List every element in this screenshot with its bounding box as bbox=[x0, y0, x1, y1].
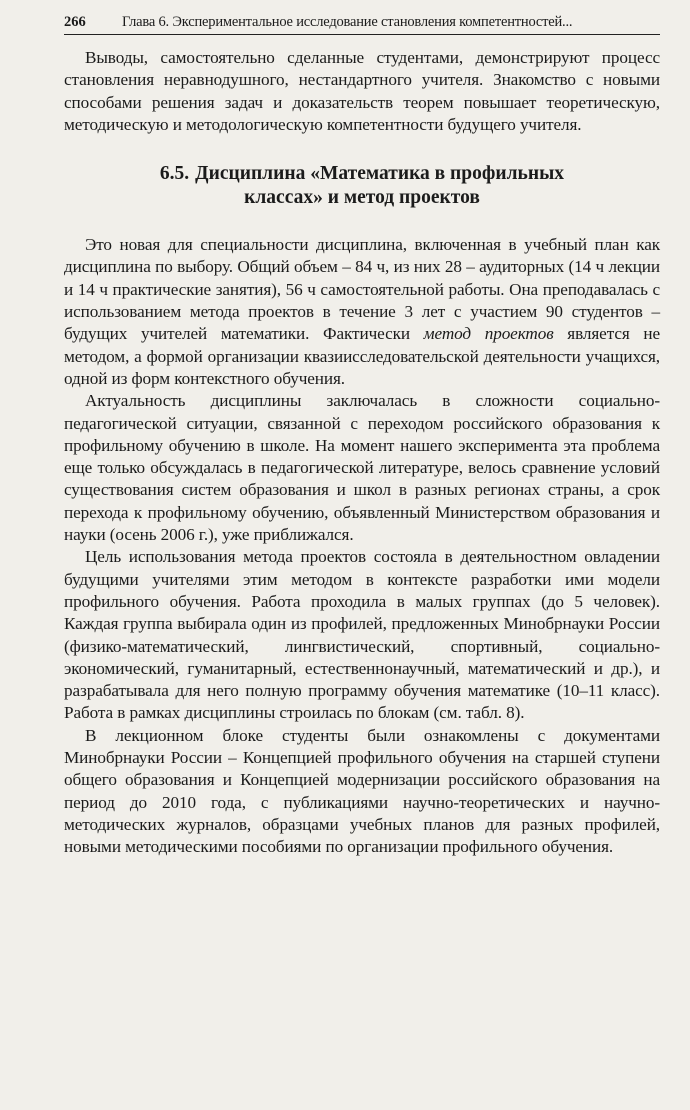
emphasis-text: метод проектов bbox=[423, 324, 554, 344]
section-number: 6.5. bbox=[159, 163, 190, 185]
paragraph-goal: Цель использования метода проектов состояла в деятельностном овладении будущими учителями этим методом в контексте разработки ими модели профильного обучения. Работа проходила в малых группах (до 5 человек). Каждая группа выбирала один из профилей, предложенных Минобрнауки России (физико-математический, лингвистический, спортивный, социально-экономический, гуманитарный, естественнонаучный, математический и др.), и разрабатывала для него полную программу обучения математике (10–11 класс). Работа в рамках дисциплины строилась по блокам (см. табл. 8). bbox=[64, 547, 660, 723]
paragraph-lecture-block: В лекционном блоке студенты были ознакомлены с документами Минобрнауки России – Концепцией профильного обучения на старшей ступени общего образования и Концепцией модернизации российского образования на период до 2010 года, с публикациями научно-теоретических и научно-методических журналов, образцами учебных планов для разных профилей, новыми методическими пособиями по организации профильного обучения. bbox=[64, 725, 660, 857]
running-title: Глава 6. Экспериментальное исследование становления компетентностей... bbox=[122, 14, 573, 30]
paragraph-relevance: Актуальность дисциплины заключалась в сложности социально-педагогической ситуации, связанной с переходом российского образования к профильному обучению в школе. На момент нашего эксперимента эта проблема еще только обсуждалась в педагогической литературе, велось сравнение условий существования систем образования и школ в разных регионах страны, а срок перехода к профильному обучению, объявленный Министерством образования и науки (осень 2006 г.), уже приближался. bbox=[64, 391, 660, 545]
intro-paragraph: Выводы, самостоятельно сделанные студентами, демонстрируют процесс становления неравнодушного, нестандартного учителя. Знакомство с новыми способами решения задач и доказательств теорем повышает теоретическую, методическую и методологическую компетентности будущего учителя. bbox=[64, 48, 660, 134]
body-text bbox=[64, 47, 660, 859]
page-number: 266 bbox=[64, 14, 86, 30]
paragraph-text: является не методом, а формой организации квазиисследовательской деятельности учащихся, одной из форм контекстного обучения. bbox=[64, 324, 660, 388]
running-head bbox=[64, 14, 660, 35]
section-title: Дисциплина «Математика в профильных классах» и метод проектов bbox=[195, 163, 565, 209]
section-heading bbox=[64, 162, 660, 210]
paragraph-discipline-overview bbox=[64, 234, 660, 390]
paragraph-text: Это новая для специальности дисциплина, включенная в учебный план как дисциплина по выбору. Общий объем – 84 ч, из них 28 – аудиторных (14 ч лекции и 14 ч практические занятия), 56 ч самостоятельной работы. Она преподавалась с использованием метода проектов в течение 3 лет с участием 90 студентов – будущих учителей математики. Фактически bbox=[64, 235, 660, 344]
